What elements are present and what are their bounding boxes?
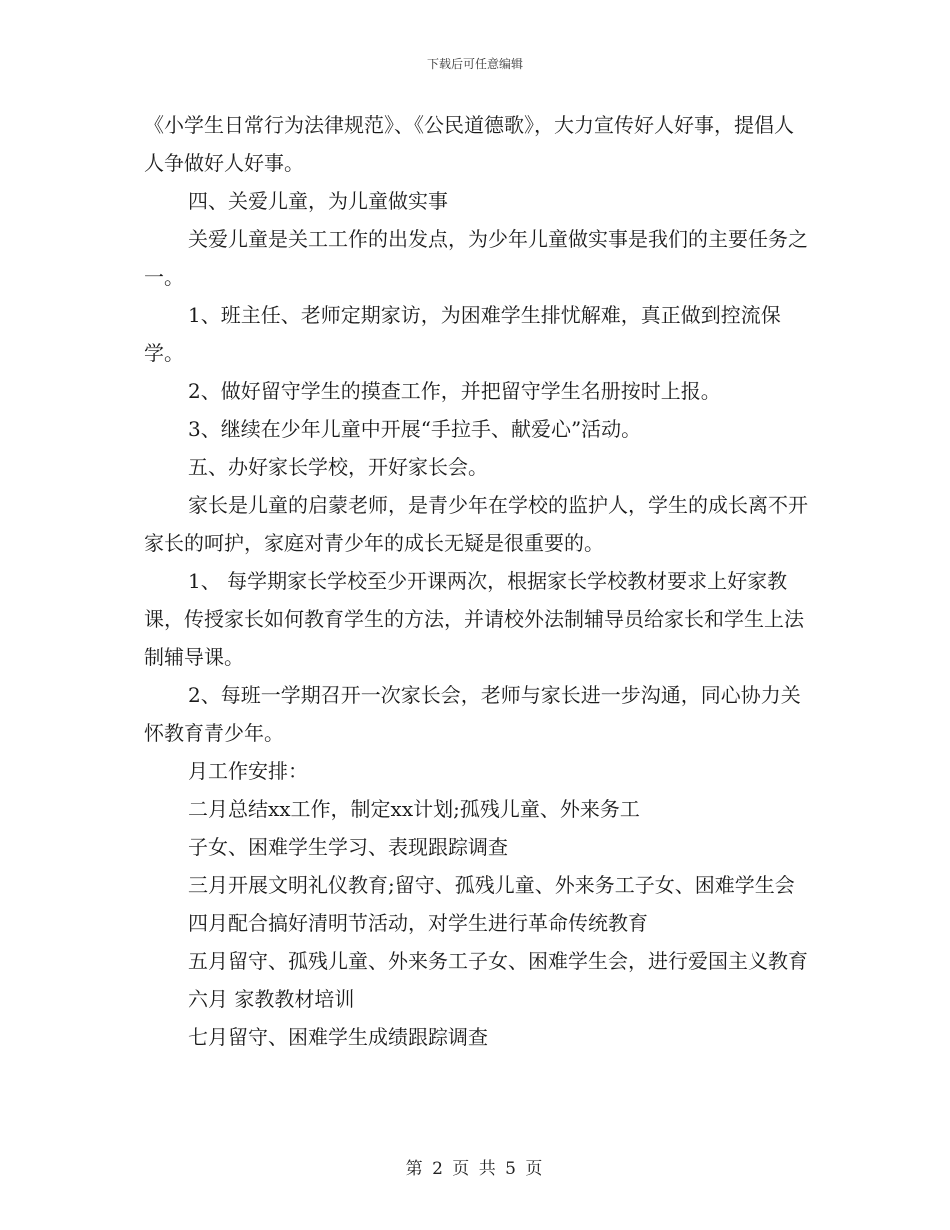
section-heading: 五、办好家长学校，开好家长会。 <box>188 455 488 479</box>
schedule-item: 四月配合搞好清明节活动，对学生进行革命传统教育 <box>188 911 648 935</box>
schedule-heading: 月工作安排： <box>188 759 308 783</box>
list-item: 2、每班一学期召开一次家长会，老师与家长进一步沟通，同心协力关怀教育青少年。 <box>144 683 801 745</box>
paragraph: 家长是儿童的启蒙老师，是青少年在学校的监护人，学生的成长离不开家长的呵护，家庭对青少年的成长无疑是很重要的。 <box>144 493 808 555</box>
schedule-item: 三月开展文明礼仪教育;留守、孤残儿童、外来务工子女、困难学生会 <box>188 873 795 897</box>
section-heading: 四、关爱儿童，为儿童做实事 <box>188 189 448 213</box>
schedule-item: 五月留守、孤残儿童、外来务工子女、困难学生会，进行爱国主义教育 <box>188 949 808 973</box>
schedule-item: 七月留守、困难学生成绩跟踪调查 <box>188 1025 488 1049</box>
schedule-item: 子女、困难学生学习、表现跟踪调查 <box>188 835 508 859</box>
paragraph: 关爱儿童是关工工作的出发点，为少年儿童做实事是我们的主要任务之一。 <box>144 227 808 289</box>
list-item: 1、班主任、老师定期家访，为困难学生排忧解难，真正做到控流保学。 <box>144 303 781 365</box>
list-item: 1、 每学期家长学校至少开课两次，根据家长学校教材要求上好家教课，传授家长如何教育学生的方法，并请校外法制辅导员给家长和学生上法制辅导课。 <box>144 569 804 669</box>
page-number: 第 2 页 共 5 页 <box>405 1159 545 1179</box>
paragraph: 《小学生日常行为法律规范》、《公民道德歌》，大力宣传好人好事，提倡人人争做好人好事。 <box>144 113 794 175</box>
list-item: 3、继续在少年儿童中开展“手拉手、献爱心”活动。 <box>188 417 642 441</box>
document-body <box>144 106 808 1056</box>
schedule-item: 二月总结xx工作，制定xx计划;孤残儿童、外来务工 <box>188 797 640 821</box>
page-header: 下载后可任意编辑 <box>426 57 523 71</box>
schedule-item: 六月 家教教材培训 <box>188 987 355 1011</box>
list-item: 2、做好留守学生的摸查工作，并把留守学生名册按时上报。 <box>188 379 721 403</box>
